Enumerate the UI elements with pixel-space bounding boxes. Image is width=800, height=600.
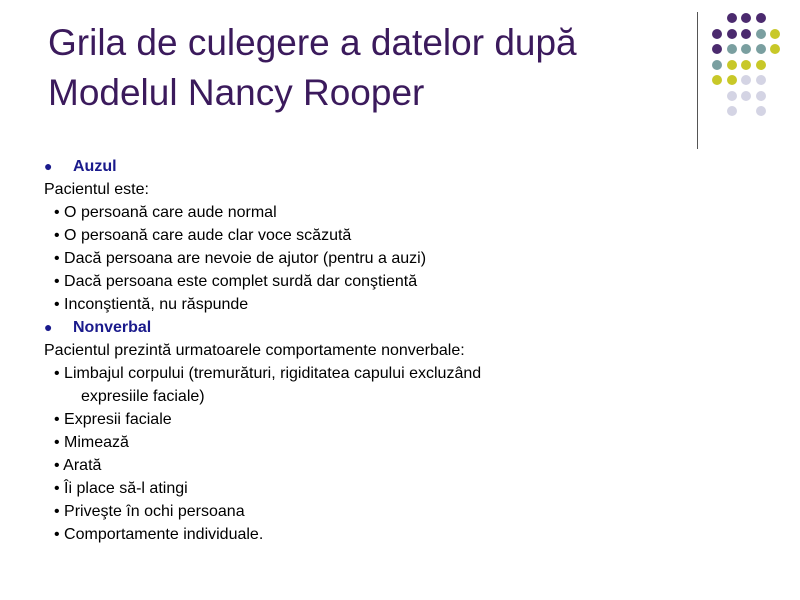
bullet-icon: ● [44,158,53,174]
list-item: • O persoană care aude normal [54,204,277,221]
decorative-dot [756,91,766,101]
decorative-dot [770,29,780,39]
decorative-dot [756,13,766,23]
decorative-dot [727,60,737,70]
section-intro: Pacientul este: [44,181,149,198]
bullet-icon: ● [44,319,53,335]
list-item: • Limbajul corpului (tremurături, rigiditatea capului excluzând [54,365,482,382]
title-line-2: Modelul Nancy Rooper [48,72,425,113]
decorative-dot [712,60,722,70]
list-item: • Dacă persoana este complet surdă dar conştientă [54,273,418,290]
decorative-dot [727,91,737,101]
decorative-dot [727,13,737,23]
section-intro: Pacientul prezintă urmatoarele comportamente nonverbale: [44,342,465,359]
list-item-continuation: expresiile faciale) [81,388,205,405]
decorative-dot [712,29,722,39]
heading-text: Auzul [73,158,117,175]
decorative-dot [727,106,737,116]
decorative-dot [741,13,751,23]
list-item: • Expresii faciale [54,411,172,428]
decorative-dot-grid [0,0,800,150]
list-item: • Dacă persoana are nevoie de ajutor (pentru a auzi) [54,250,427,267]
decorative-dot [741,29,751,39]
list-item: • Mimează [54,434,129,451]
decorative-dot [741,91,751,101]
decorative-dot [756,44,766,54]
list-item: • Priveşte în ochi persoana [54,503,245,520]
heading-text: Nonverbal [73,319,152,336]
list-item: • O persoană care aude clar voce scăzută [54,227,352,244]
decorative-dot [770,44,780,54]
slide-content [44,155,764,546]
list-item: • Arată [54,457,102,474]
decorative-dot [712,75,722,85]
decorative-dot [727,75,737,85]
decorative-dot [727,29,737,39]
section-heading-auzul [44,155,764,178]
decorative-dot [712,44,722,54]
list-item: • Inconştientă, nu răspunde [54,296,249,313]
decorative-dot [741,60,751,70]
decorative-dot [756,75,766,85]
list-item: • Îi place să-l atingi [54,480,188,497]
section-heading-nonverbal [44,316,764,339]
decorative-dot [756,60,766,70]
decorative-dot [727,44,737,54]
title-line-1: Grila de culegere a datelor după [48,22,577,63]
list-item: • Comportamente individuale. [54,526,264,543]
decorative-dot [741,75,751,85]
decorative-dot [741,44,751,54]
decorative-dot [756,106,766,116]
decorative-dot [756,29,766,39]
